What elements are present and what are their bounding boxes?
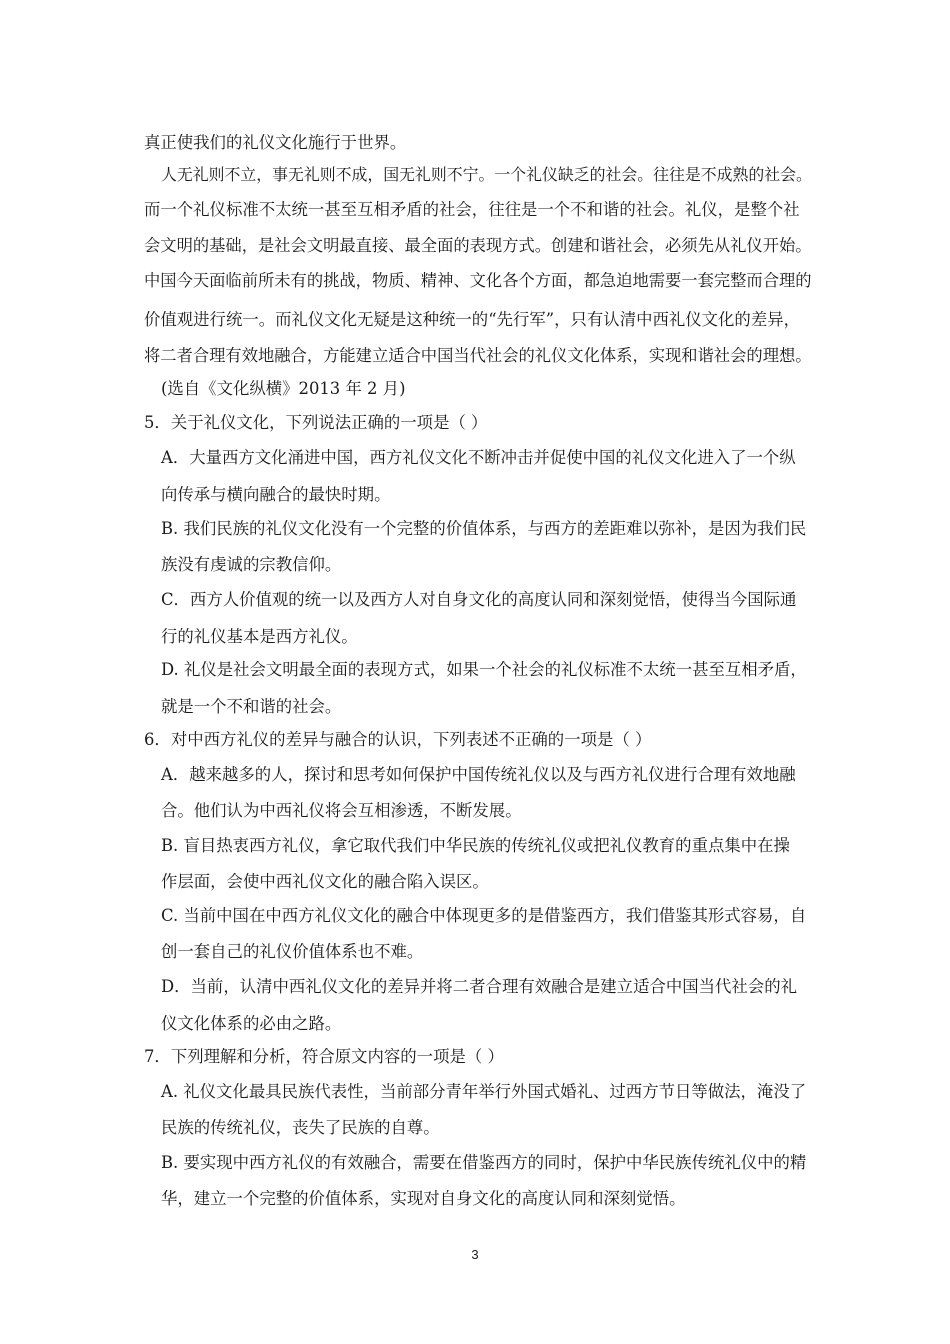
q5-option-b-cont: 族没有虔诚的宗教信仰。 [161, 555, 342, 574]
q6-option-a-cont: 合。他们认为中西礼仪将会互相渗透，不断发展。 [161, 801, 522, 820]
question-6-stem: 6．对中西方礼仪的差异与融合的认识，下列表述不正确的一项是（ ） [144, 730, 652, 749]
passage-line: 真正使我们的礼仪文化施行于世界。 [144, 133, 407, 152]
q5-option-b: B. 我们民族的礼仪文化没有一个完整的价值体系，与西方的差距难以弥补，是因为我们民 [161, 519, 807, 538]
passage-line: 人无礼则不立，事无礼则不成，国无礼则不宁。一个礼仪缺乏的社会。往往是不成熟的社会。 [161, 165, 812, 184]
q7-option-a: A. 礼仪文化最具民族代表性，当前部分青年举行外国式婚礼、过西方节日等做法，淹没了 [161, 1082, 807, 1101]
q6-option-b: B. 盲目热衷西方礼仪，拿它取代我们中华民族的传统礼仪或把礼仪教育的重点集中在操 [161, 836, 790, 855]
q5-option-c: C．西方人价值观的统一以及西方人对自身文化的高度认同和深刻觉悟，使得当今国际通 [161, 590, 797, 609]
q7-option-b: B. 要实现中西方礼仪的有效融合，需要在借鉴西方的同时，保护中华民族传统礼仪中的精 [161, 1153, 807, 1172]
q5-option-d: D. 礼仪是社会文明最全面的表现方式，如果一个社会的礼仪标准不太统一甚至互相矛盾， [161, 660, 807, 679]
passage-source: (选自《文化纵横》2013 年 2 月) [161, 379, 406, 398]
q7-option-a-cont: 民族的传统礼仪，丧失了民族的自尊。 [161, 1118, 440, 1137]
passage-line: 价值观进行统一。而礼仪文化无疑是这种统一的“先行军”，只有认清中西礼仪文化的差异， [144, 310, 800, 329]
question-7-stem: 7．下列理解和分析，符合原文内容的一项是（ ） [144, 1047, 504, 1066]
question-5-stem: 5．关于礼仪文化，下列说法正确的一项是（ ） [144, 413, 488, 432]
q6-option-a: A．越来越多的人，探讨和思考如何保护中国传统礼仪以及与西方礼仪进行合理有效地融 [161, 765, 796, 784]
passage-line: 而一个礼仪标准不太统一甚至互相矛盾的社会，往往是一个不和谐的社会。礼仪，是整个社 [144, 200, 800, 219]
passage-line: 将二者合理有效地融合，方能建立适合中国当代社会的礼仪文化体系，实现和谐社会的理想。 [144, 346, 812, 365]
q5-option-d-cont: 就是一个不和谐的社会。 [161, 697, 342, 716]
passage-line: 会文明的基础，是社会文明最直接、最全面的表现方式。创建和谐社会，必须先从礼仪开始。 [144, 236, 812, 255]
q7-option-b-cont: 华，建立一个完整的价值体系，实现对自身文化的高度认同和深刻觉悟。 [161, 1189, 686, 1208]
q5-option-a: A．大量西方文化涌进中国，西方礼仪文化不断冲击并促使中国的礼仪文化进入了一个纵 [161, 448, 796, 467]
q5-option-a-cont: 向传承与横向融合的最快时期。 [161, 485, 391, 504]
q6-option-d-cont: 仪文化体系的必由之路。 [161, 1014, 342, 1033]
q6-option-c: C. 当前中国在中西方礼仪文化的融合中体现更多的是借鉴西方，我们借鉴其形式容易，自 [161, 906, 807, 925]
q5-option-c-cont: 行的礼仪基本是西方礼仪。 [161, 627, 358, 646]
q6-option-d: D．当前，认清中西礼仪文化的差异并将二者合理有效融合是建立适合中国当代社会的礼 [161, 977, 797, 996]
page-number: 3 [471, 1247, 479, 1262]
q6-option-c-cont: 创一套自己的礼仪价值体系也不难。 [161, 942, 424, 961]
q6-option-b-cont: 作层面，会使中西礼仪文化的融合陷入误区。 [161, 872, 489, 891]
passage-line: 中国今天面临前所未有的挑战，物质、精神、文化各个方面，都急迫地需要一套完整而合理的 [144, 271, 812, 290]
